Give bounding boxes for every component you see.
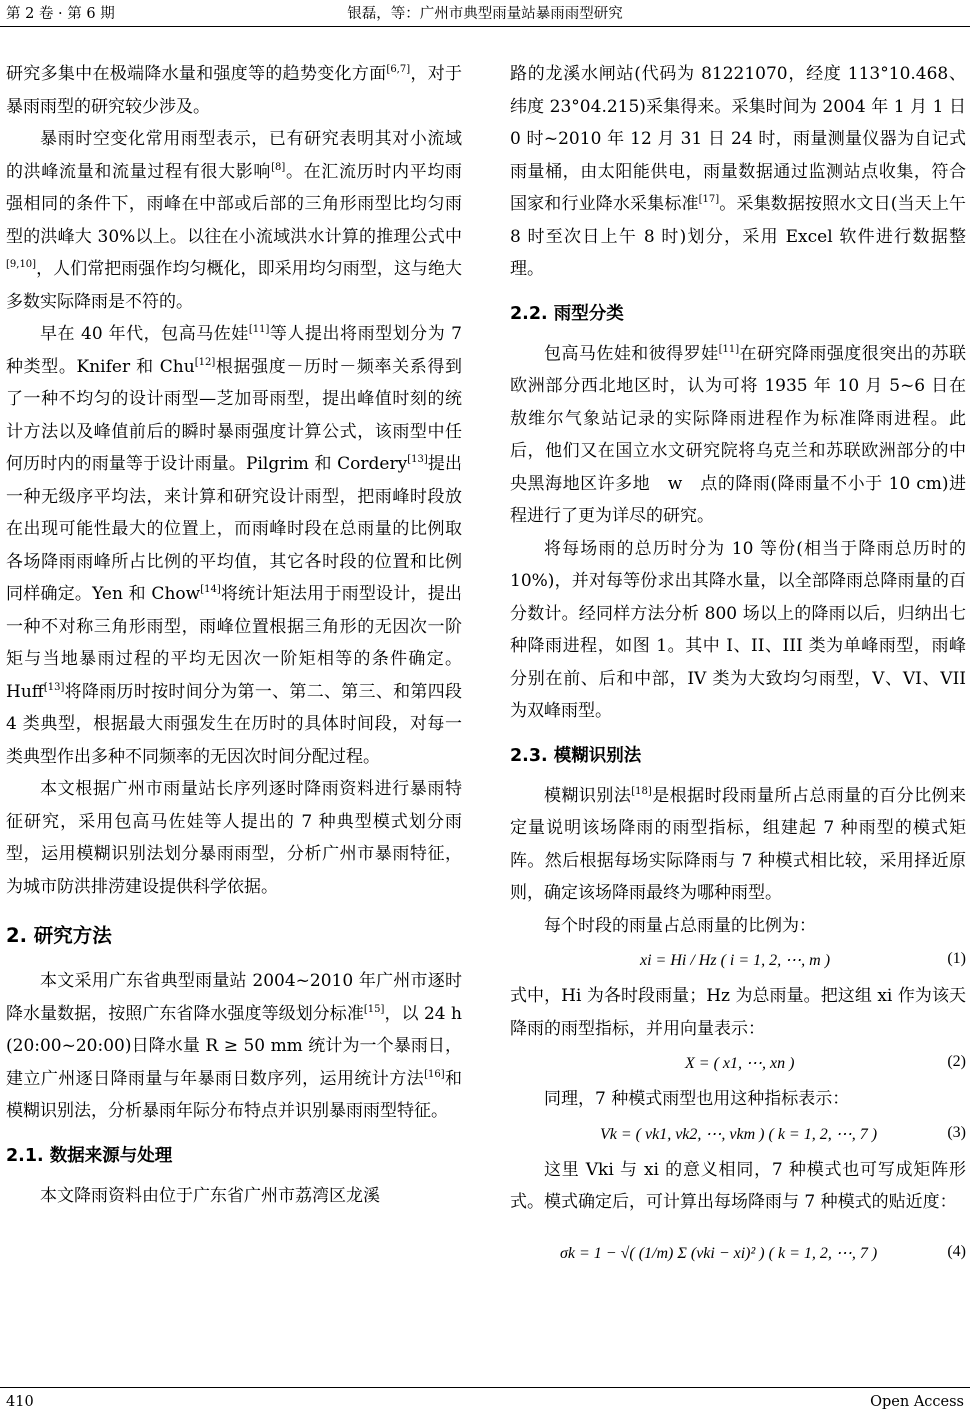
paragraph: 式中，Hi 为各时段雨量；Hz 为总雨量。把这组 xi 作为该天降雨的雨型指标，并用向量表示： bbox=[510, 986, 966, 1039]
paragraph: 每个时段的雨量占总雨量的比例为： bbox=[544, 915, 816, 936]
equation-expression: Vk = ( vk1, vk2, ⋯, vkm ) ( k = 1, 2, ⋯, 7 ) bbox=[600, 1125, 878, 1143]
paragraph: 模糊识别法[18]是根据时段雨量所占总雨量的百分比例来定量说明该场降雨的雨型指标，组建起 7 种雨型的模式矩阵。然后根据每场实际降雨与 7 种模式相比较，采用择近原则，确定该场降雨最终为哪种雨型。 bbox=[510, 785, 967, 903]
journal-volume-issue: 第 2 卷 · 第 6 期 bbox=[6, 6, 115, 22]
paragraph: 研究多集中在极端降水量和强度等的趋势变化方面[6,7]，对于暴雨雨型的研究较少涉及。 bbox=[6, 64, 463, 117]
equation-number: (4) bbox=[947, 1242, 966, 1260]
paragraph: 这里 Vki 与 xi 的意义相同，7 种模式也可写成矩阵形式。模式确定后，可计算出每场降雨与 7 种模式的贴近度： bbox=[510, 1159, 966, 1212]
running-title: 银磊，等：广州市典型雨量站暴雨雨型研究 bbox=[347, 6, 623, 22]
equation-4 bbox=[510, 1219, 966, 1289]
equation-3 bbox=[510, 1116, 966, 1154]
paragraph: 本文降雨资料由位于广东省广州市荔湾区龙溪 bbox=[40, 1185, 380, 1206]
paragraph: 本文根据广州市雨量站长序列逐时降雨资料进行暴雨特征研究，采用包高马佐娃等人提出的 7 种典型模式划分雨型，运用模糊识别法划分暴雨雨型，分析广州市暴雨特征，为城市防洪排涝建设提供科学依据。 bbox=[6, 779, 462, 897]
subsection-heading-rain-pattern: 2.2. 雨型分类 bbox=[510, 303, 624, 324]
equation-number: (2) bbox=[947, 1053, 966, 1070]
paragraph: 暴雨时空变化常用雨型表示，已有研究表明其对小流域的洪峰流量和流量过程有很大影响[8]。在汇流历时内平均雨强相同的条件下，雨峰在中部或后部的三角形雨型比均匀雨型的洪峰大 30%以上。以往在小流域洪水计算的推理公式中[9,10]，人们常把雨强作均匀概化，即采用均匀雨型，这与绝大多数实际降雨是不符的。 bbox=[6, 129, 463, 312]
paragraph: 本文采用广东省典型雨量站 2004~2010 年广州市逐时降水量数据，按照广东省降水强度等级划分标准[15]，以 24 h (20:00~20:00)日降水量 R ≥ 50 mm 统计为一个暴雨日，建立广州逐日降雨量与年暴雨日数序列，运用统计方法[16]和模糊识别法，分析暴雨年际分布特点并识别暴雨雨型特征。 bbox=[6, 971, 463, 1121]
paragraph: 包高马佐娃和彼得罗娃[11]在研究降雨强度很突出的苏联欧洲部分西北地区时，认为可将 1935 年 10 月 5~6 日在敖维尔气象站记录的实际降雨进程作为标准降雨进程。此后，他们又在国立水文研究院将乌克兰和苏联欧洲部分的中央黑海地区许多地 w 点的降雨(降雨量不小于 10 cm)进程进行了更为详尽的研究。 bbox=[510, 343, 967, 526]
equation-expression: σk = 1 − √( (1/m) Σ (vki − xi)² ) ( k = 1, 2, ⋯, 7 ) bbox=[560, 1244, 878, 1262]
left-column bbox=[6, 58, 462, 1212]
paragraph: 同理，7 种模式雨型也用这种指标表示： bbox=[544, 1089, 850, 1109]
footer-rule bbox=[0, 1387, 970, 1388]
section-heading-methods: 2. 研究方法 bbox=[6, 924, 112, 947]
equation-number: (1) bbox=[947, 950, 966, 967]
equation-expression: xi = Hi / Hz ( i = 1, 2, ⋯, m ) bbox=[640, 952, 831, 969]
paragraph: 早在 40 年代，包高马佐娃[11]等人提出将雨型划分为 7 种类型。Knifer 和 Chu[12]根据强度－历时－频率关系得到了一种不均匀的设计雨型—芝加哥雨型，提出峰值时刻的统计方法以及峰值前后的瞬时暴雨强度计算公式，该雨型中任何历时内的雨量等于设计雨量。Pilgrim 和 Cordery[13]提出一种无级序平均法，来计算和研究设计雨型，把雨峰时段放在出现可能性最大的位置上，而雨峰时段在总雨量的比例取各场降雨雨峰所占比例的平均值，其它各时段的位置和比例同样确定。Yen 和 Chow[14]将统计矩法用于雨型设计，提出一种不对称三角形雨型，雨峰位置根据三角形的无因次一阶矩与当地暴雨过程的平均无因次一阶矩相等的条件确定。Huff[13]将降雨历时按时间分为第一、第二、第三、和第四段 4 类典型，根据最大雨强发生在历时的具体时间段，对每一类典型作出多种不同频率的无因次时间分配过程。 bbox=[6, 324, 463, 767]
paragraph: 将每场雨的总历时分为 10 等份(相当于降雨总历时的 10%)，并对每等份求出其降水量，以全部降雨总降雨量的百分数计。经同样方法分析 800 场以上的降雨以后，归纳出七种降雨进程，如图 1。其中 I、II、III 类为单峰雨型，雨峰分别在前、后和中部，IV 类为大致均匀雨型，V、VI、VII 为双峰雨型。 bbox=[510, 538, 966, 721]
header-rule bbox=[0, 26, 970, 27]
equation-expression: X = ( x1, ⋯, xn ) bbox=[685, 1055, 795, 1072]
equation-2 bbox=[510, 1045, 966, 1083]
subsection-heading-data: 2.1. 数据来源与处理 bbox=[6, 1145, 173, 1166]
page-header bbox=[0, 0, 970, 28]
equation-number: (3) bbox=[947, 1123, 966, 1141]
equation-1 bbox=[510, 942, 966, 980]
paragraph: 路的龙溪水闸站(代码为 81221070，经度 113°10.468、纬度 23°04.215)采集得来。采集时间为 2004 年 1 月 1 日 0 时~2010 年 12 月 31 日 24 时，雨量测量仪器为自记式雨量桶，由太阳能供电，雨量数据通过监测站点收集，符合国家和行业降水采集标准[17]。采集数据按照水文日(当天上午 8 时至次日上午 8 时)划分，采用 Excel 软件进行数据整理。 bbox=[510, 64, 966, 279]
page-number: 410 bbox=[6, 1394, 34, 1410]
publisher-label: Open Access bbox=[870, 1394, 964, 1410]
subsection-heading-fuzzy: 2.3. 模糊识别法 bbox=[510, 745, 642, 766]
right-column bbox=[510, 58, 966, 1289]
